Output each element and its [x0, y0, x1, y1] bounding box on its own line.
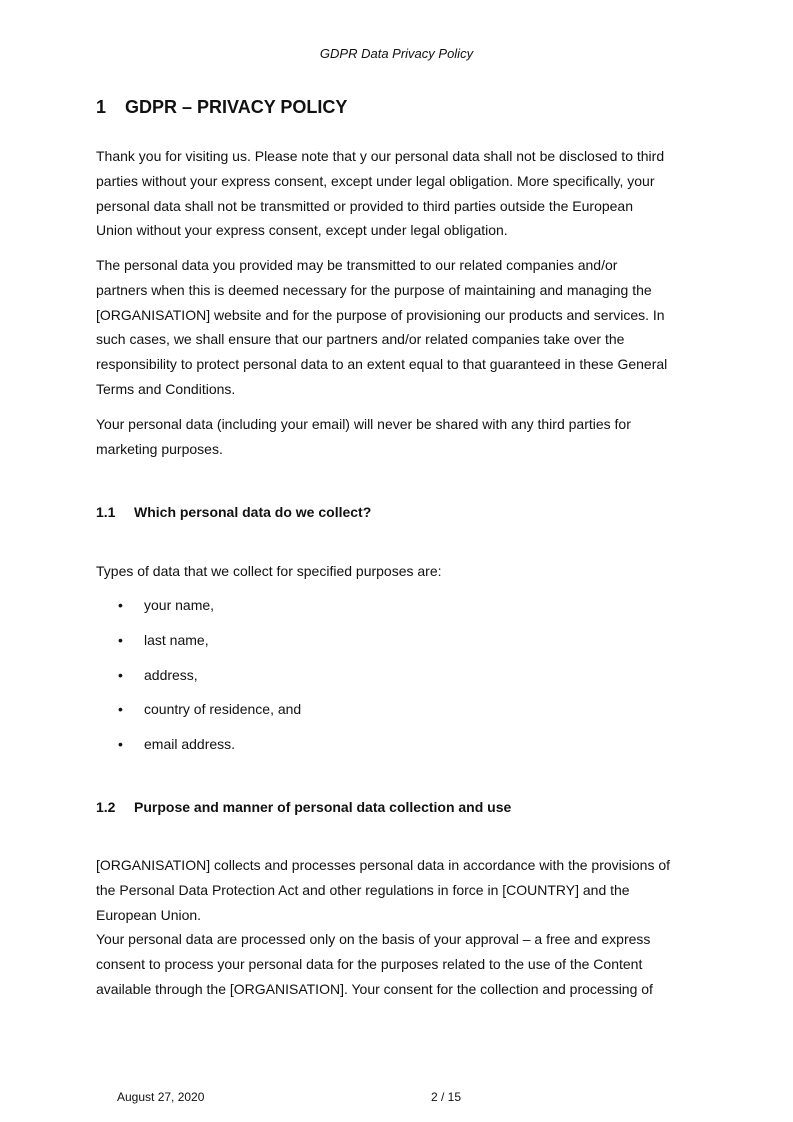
subsection-title: Purpose and manner of personal data collection and use: [134, 799, 512, 815]
text-line: the Personal Data Protection Act and other regulations in force in [COUNTRY] and the: [96, 881, 630, 898]
text-line: personal data shall not be transmitted or provided to third parties outside the European: [96, 197, 633, 214]
bullet-icon: •: [118, 667, 123, 683]
list-item-text: email address.: [144, 736, 236, 752]
text-line: such cases, we shall ensure that our partners and/or related companies take over the: [96, 331, 625, 348]
list-item: [118, 701, 301, 717]
list-item-text: last name,: [144, 632, 209, 648]
data-types-lead: [96, 559, 706, 584]
footer-date: August 27, 2020: [117, 1090, 205, 1104]
text-line: [ORGANISATION] website and for the purpose of provisioning our products and services. In: [96, 306, 665, 323]
subsection-heading-1-2: [96, 799, 511, 815]
list-item: [118, 667, 198, 683]
subsection-heading-1-1: [96, 504, 371, 520]
text-line: available through the [ORGANISATION]. Your consent for the collection and processing of: [96, 980, 653, 997]
text-line: Your personal data (including your email) will never be shared with any third parties for: [96, 416, 631, 432]
purpose-paragraph: [96, 853, 706, 1002]
bullet-icon: •: [118, 736, 123, 752]
subsection-number: 1.2: [96, 799, 116, 815]
text-line: [ORGANISATION] collects and processes personal data in accordance with the provisions of: [96, 857, 671, 873]
intro-paragraph-1: [96, 144, 706, 243]
list-item: [118, 632, 209, 648]
bullet-icon: •: [118, 701, 123, 717]
list-item-text: country of residence, and: [144, 701, 302, 717]
list-item: [118, 597, 214, 613]
section-heading: [96, 97, 347, 118]
intro-paragraph-2: [96, 253, 706, 402]
list-item: [118, 736, 235, 752]
text-line: Thank you for visiting us. Please note that y our personal data shall not be disclosed to third: [96, 148, 665, 164]
text-line: European Union.: [96, 906, 202, 923]
text-line: Union without your express consent, except under legal obligation.: [96, 222, 508, 239]
footer-page-number: 2 / 15: [431, 1090, 462, 1104]
text-line: marketing purposes.: [96, 440, 223, 457]
list-item-text: address,: [144, 667, 198, 683]
text-line: responsibility to protect personal data to an extent equal to that guaranteed in these General: [96, 356, 668, 373]
intro-paragraph-3: [96, 412, 706, 462]
subsection-title: Which personal data do we collect?: [134, 504, 372, 520]
text-line: parties without your express consent, except under legal obligation. More specifically, your: [96, 172, 655, 189]
bullet-icon: •: [118, 597, 123, 613]
list-item-text: your name,: [144, 597, 215, 613]
text-line: Terms and Conditions.: [96, 380, 236, 397]
section-title: GDPR – PRIVACY POLICY: [125, 97, 348, 117]
bullet-icon: •: [118, 632, 123, 648]
text-line: consent to process your personal data for the purposes related to the use of the Content: [96, 956, 643, 973]
text-line: The personal data you provided may be transmitted to our related companies and/or: [96, 257, 618, 273]
text-line: partners when this is deemed necessary for the purpose of maintaining and managing the: [96, 281, 652, 298]
subsection-number: 1.1: [96, 504, 116, 520]
section-number: 1: [96, 97, 107, 117]
page-header: GDPR Data Privacy Policy: [319, 46, 474, 61]
text-line: Types of data that we collect for specified purposes are:: [96, 563, 442, 579]
text-line: Your personal data are processed only on the basis of your approval – a free and express: [96, 931, 651, 948]
